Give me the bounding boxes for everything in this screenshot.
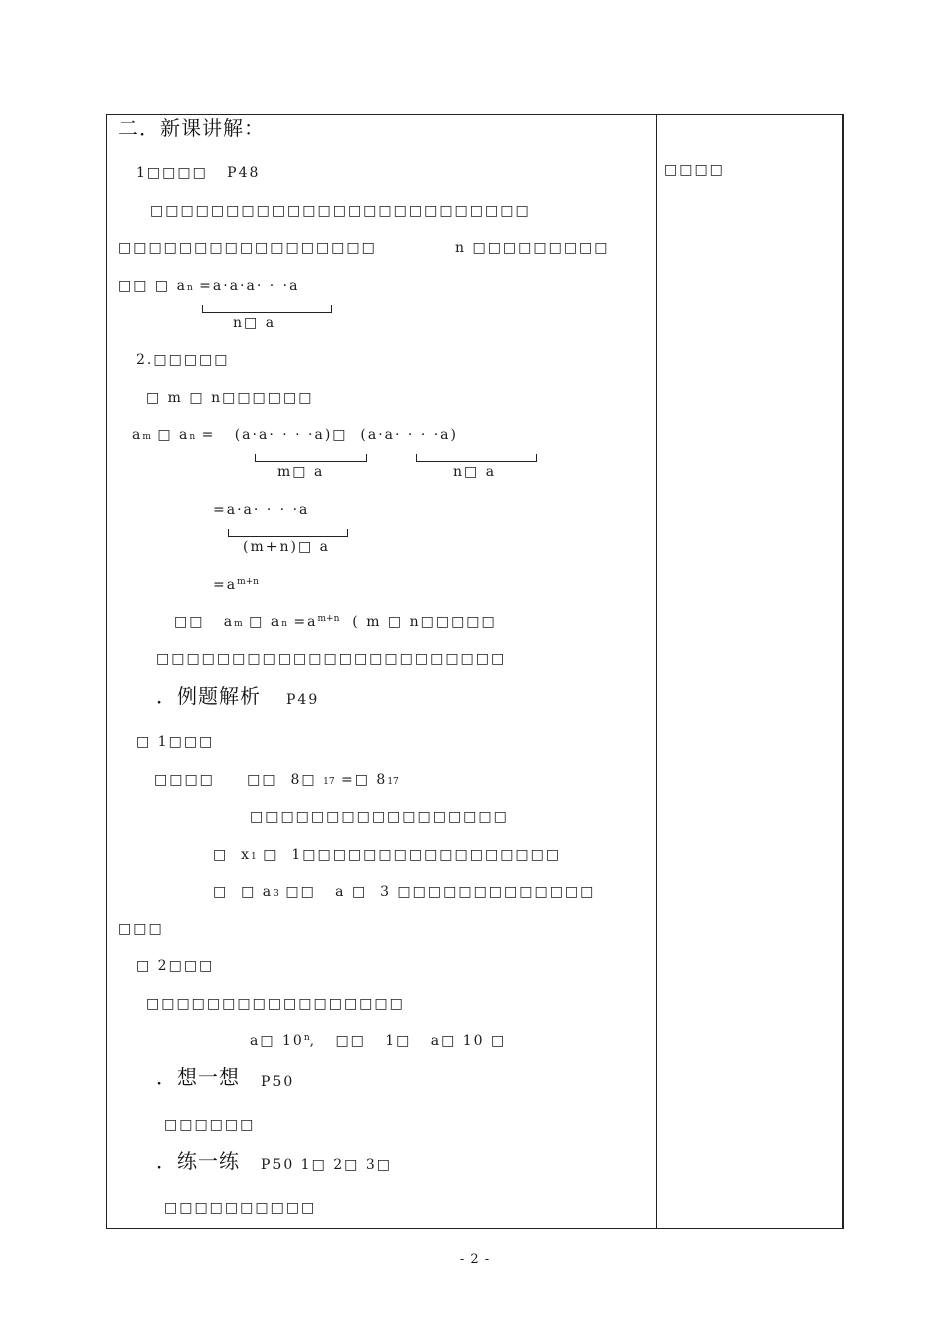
rule-a-sub: m [234, 619, 243, 629]
line-16-sub: 3 [273, 889, 279, 899]
line-1: 1□□□□ P48 [136, 165, 261, 181]
rule-a: □□ a [174, 614, 235, 630]
line-12: □ 1□□□ [136, 734, 215, 750]
expansion-a-sub: m [142, 432, 151, 442]
line-15-b: □ 1□□□□□□□□□□□□□□□□□ [256, 847, 562, 863]
line-22: □□□□□□□□□□ [164, 1200, 317, 1216]
line-14: □□□□□□□□□□□□□□□□□ [250, 809, 509, 825]
line-16-b: □□ a □ 3 □□□□□□□□□□□□□ [278, 884, 596, 900]
underbrace-label: n□ a [453, 464, 497, 480]
line-20-sup: n [303, 1033, 310, 1043]
power-def-sub: n [186, 283, 193, 293]
line-15-sub: 1 [251, 852, 257, 862]
power-def-rest: =a·a·a· · ·a [192, 278, 300, 294]
heading-think: ．想一想 [156, 1065, 240, 1089]
line-16-a: □ □ a [213, 884, 274, 900]
side-note: □□□□ [664, 162, 725, 178]
line-6: □ m □ n□□□□□□ [146, 390, 314, 406]
line-18: □ 2□□□ [136, 958, 215, 974]
underbrace-label: (m+n)□ a [243, 539, 330, 555]
heading-examples: ．例题解析 [156, 684, 261, 708]
line-9 [213, 577, 259, 595]
line-20-b: , □□ 1□ a□ 10 □ [309, 1033, 507, 1049]
line-13-sub2: 17 [387, 777, 399, 787]
power-def-label: □□ □ a [118, 278, 187, 294]
heading-examples-ref: P49 [286, 692, 320, 708]
line-13-sub: 17 [323, 777, 335, 787]
underbrace [416, 454, 537, 462]
line-15 [213, 847, 561, 865]
rule-c: =a [286, 614, 318, 630]
power-definition [118, 278, 299, 296]
rule-c-sup: m+n [317, 614, 340, 624]
line-2: □□□□□□□□□□□□□□□□□□□□□□□□□ [150, 203, 531, 219]
expansion-c: = (a·a· · · ·a)□ (a·a· · · ·a) [195, 427, 458, 443]
line-11: □□□□□□□□□□□□□□□□□□□□□□□ [156, 651, 507, 667]
underbrace [255, 454, 367, 462]
line-13 [154, 772, 399, 790]
line-13-b: =□ 8 [334, 772, 388, 788]
line-19: □□□□□□□□□□□□□□□□□ [146, 996, 405, 1012]
line-13-a: □□□□ □□ 8□ [154, 772, 324, 788]
rule-d: ( m □ n□□□□□ [339, 614, 497, 630]
rule-b: □ a [242, 614, 282, 630]
line-16 [213, 884, 595, 902]
line-5: 2.□□□□□ [136, 352, 230, 368]
section-title: 二．新课讲解： [118, 116, 265, 140]
rule-b-sub: n [281, 619, 287, 629]
line-17: □□□ [118, 921, 164, 937]
line-15-a: □ x [213, 847, 252, 863]
underbrace-label: m□ a [277, 464, 325, 480]
expansion-b-sub: n [189, 432, 196, 442]
underbrace [202, 305, 332, 313]
underbrace [228, 529, 348, 537]
line-20-a: a□ 10 [250, 1033, 304, 1049]
line-9-base: =a [213, 577, 238, 593]
heading-practice: ．练一练 [156, 1149, 240, 1173]
expansion-a: a [132, 427, 143, 443]
line-3a: □□□□□□□□□□□□□□□□□ [118, 240, 377, 256]
page-number: - 2 - [459, 1252, 491, 1267]
power-rule [174, 614, 497, 632]
line-21: □□□□□□ [164, 1117, 256, 1133]
heading-practice-ref: P50 1□ 2□ 3□ [261, 1157, 392, 1173]
column-divider [656, 114, 657, 1229]
line-3b: n □□□□□□□□□ [455, 240, 610, 256]
underbrace-label: n□ a [233, 315, 277, 331]
product-expansion [132, 427, 458, 445]
line-20 [250, 1033, 506, 1051]
heading-think-ref: P50 [261, 1074, 295, 1090]
line-9-sup: m+n [237, 577, 259, 587]
expansion-b: □ a [150, 427, 190, 443]
line-8: =a·a· · · ·a [213, 502, 310, 518]
